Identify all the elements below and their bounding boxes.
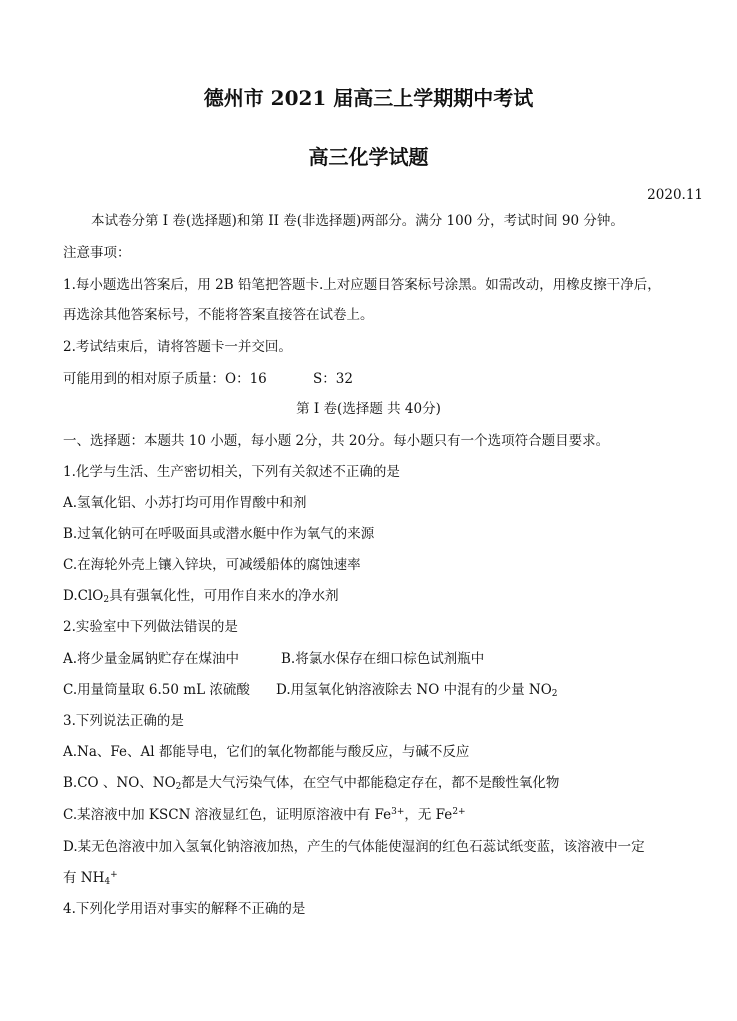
question-3-option-a: A.Na、Fe、Al 都能导电，它们的氧化物都能与酸反应，与碱不反应 (63, 744, 470, 760)
exam-date: 2020.11 (647, 187, 703, 203)
q3-c-sup-1: 3+ (391, 807, 405, 817)
q3-c-middle: ，无 Fe (404, 807, 453, 823)
section-instructions: 一、选择题：本题共 10 小题，每小题 2分，共 20分。每小题只有一个选项符合题目要求。 (63, 433, 610, 449)
q3-b-subscript: 2 (175, 782, 182, 792)
question-3-option-d-line-2 (63, 869, 118, 887)
q3-c-sup-2: 2+ (452, 807, 466, 817)
notes-item-1-line-2: 再选涂其他答案标号，不能将答案直接答在试卷上。 (63, 307, 374, 323)
exam-title: 德州市 2021 届高三上学期期中考试 (203, 86, 534, 110)
question-3-option-d-line-1: D.某无色溶液中加入氢氧化钠溶液加热，产生的气体能使湿润的红色石蕊试纸变蓝，该溶液中一定 (63, 839, 645, 855)
question-1-option-d (63, 587, 339, 605)
question-3-stem: 3.下列说法正确的是 (63, 713, 184, 729)
question-1-option-b: B.过氧化钠可在呼吸面具或潜水艇中作为氧气的来源 (63, 526, 375, 542)
exam-subtitle: 高三化学试题 (308, 145, 429, 169)
question-1-stem: 1.化学与生活、生产密切相关，下列有关叙述不正确的是 (63, 464, 400, 480)
notes-item-2: 2.考试结束后，请将答题卡一并交回。 (63, 339, 292, 355)
q3-d-superscript: + (110, 870, 118, 880)
q3-b-prefix: B.CO 、NO、NO (63, 775, 176, 791)
question-2-option-b: B.将氯水保存在细口棕色试剂瓶中 (281, 651, 485, 667)
question-2-option-c: C.用量筒量取 6.50 mL 浓硫酸 (63, 682, 250, 698)
intro-text: 本试卷分第 I 卷(选择题)和第 II 卷(非选择题)两部分。满分 100 分，考试时间 90 分钟。 (91, 213, 624, 229)
q1-d-subscript: 2 (103, 595, 110, 605)
question-3-option-c (63, 806, 466, 824)
question-1-option-a: A.氢氧化铝、小苏打均可用作胃酸中和剂 (63, 495, 307, 511)
q1-d-prefix: D.ClO (63, 588, 104, 604)
section-title: 第 I 卷(选择题 共 40分) (296, 401, 441, 417)
q2-d-prefix: D.用氢氧化钠溶液除去 NO 中混有的少量 NO (276, 682, 552, 698)
question-3-option-b (63, 774, 559, 792)
q3-b-suffix: 都是大气污染气体，在空气中都能稳定存在，都不是酸性氧化物 (181, 775, 560, 791)
atomic-mass-o: 可能用到的相对原子质量：O：16 (63, 371, 267, 387)
q3-c-prefix: C.某溶液中加 KSCN 溶液显红色，证明原溶液中有 Fe (63, 807, 392, 823)
q3-d-prefix: 有 NH (63, 870, 105, 886)
question-2-stem: 2.实验室中下列做法错误的是 (63, 619, 238, 635)
question-1-option-c: C.在海轮外壳上镶入锌块，可减缓船体的腐蚀速率 (63, 557, 361, 573)
q1-d-suffix: 具有强氧化性，可用作自来水的净水剂 (109, 588, 339, 604)
question-2-option-d (276, 681, 558, 699)
q2-d-subscript: 2 (551, 689, 558, 699)
notes-item-1-line-1: 1.每小题选出答案后，用 2B 铅笔把答题卡.上对应题目答案标号涂黑。如需改动，用橡皮擦干净后， (63, 277, 661, 293)
q3-d-subscript: 4 (104, 877, 111, 887)
atomic-mass-s: S：32 (313, 371, 353, 387)
question-4-stem: 4.下列化学用语对事实的解释不正确的是 (63, 901, 306, 917)
notes-heading: 注意事项： (63, 245, 131, 261)
question-2-option-a: A.将少量金属钠贮存在煤油中 (63, 651, 240, 667)
